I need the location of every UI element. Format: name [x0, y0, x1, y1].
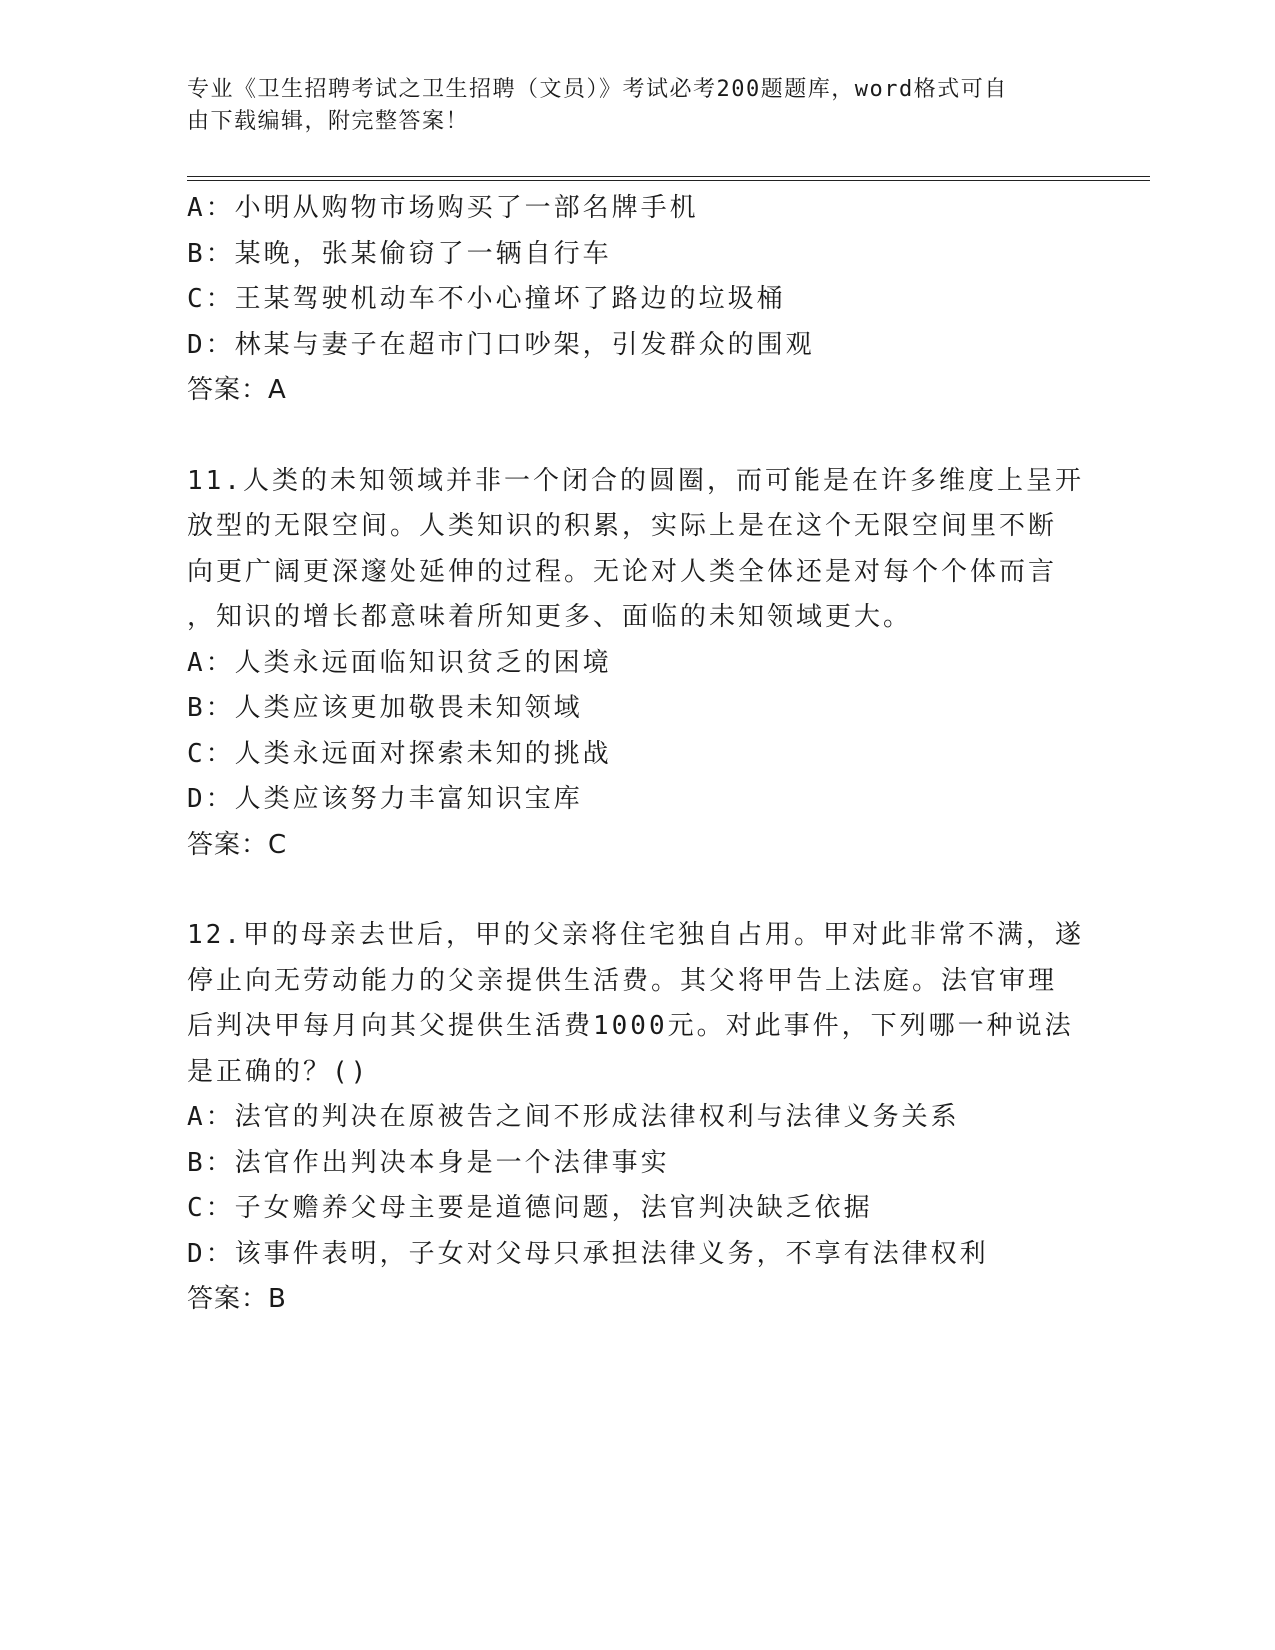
question-12-block — [187, 913, 1084, 1323]
option-a: A：小明从购物市场购买了一部名牌手机 — [187, 193, 699, 223]
option-b: B：法官作出判决本身是一个法律事实 — [187, 1147, 670, 1178]
question-spacer — [187, 868, 1067, 913]
option-c: C：人类永远面对探索未知的挑战 — [187, 738, 612, 769]
option-b: B：某晚，张某偷窃了一辆自行车 — [187, 238, 612, 269]
question-stem-line: 后判决甲每月向其父提供生活费1000元。对此事件，下列哪一种说法 — [187, 1011, 1074, 1041]
option-b: B：人类应该更加敬畏未知领域 — [187, 693, 583, 723]
header-title-line-1: 专业《卫生招聘考试之卫生招聘（文员）》考试必考200题题库，word格式可自 — [187, 77, 1008, 102]
question-10-block — [187, 186, 1067, 414]
option-a: A：人类永远面临知识贫乏的困境 — [187, 647, 612, 678]
option-c: C：王某驾驶机动车不小心撞坏了路边的垃圾桶 — [187, 284, 786, 314]
header-divider — [187, 176, 1150, 181]
option-d: D：林某与妻子在超市门口吵架，引发群众的围观 — [187, 329, 815, 360]
answer-label: 答案：C — [187, 829, 288, 860]
answer-label: 答案：B — [187, 1284, 287, 1314]
question-stem-line: 向更广阔更深邃处延伸的过程。无论对人类全体还是对每个个体而言 — [187, 556, 1058, 587]
question-spacer — [187, 414, 1067, 459]
question-list — [187, 186, 1084, 1323]
question-stem-line: 是正确的？() — [187, 1056, 370, 1087]
question-stem-line: 放型的无限空间。人类知识的积累，实际上是在这个无限空间里不断 — [187, 511, 1058, 541]
answer-label: 答案：A — [187, 375, 287, 405]
question-stem-line: 11.人类的未知领域并非一个闭合的圆圈，而可能是在许多维度上呈开 — [187, 465, 1084, 496]
option-d: D：人类应该努力丰富知识宝库 — [187, 784, 583, 814]
question-stem-line: 停止向无劳动能力的父亲提供生活费。其父将甲告上法庭。法官审理 — [187, 965, 1058, 996]
header-title-line-2: 由下载编辑，附完整答案！ — [187, 109, 470, 134]
question-stem-line: ，知识的增长都意味着所知更多、面临的未知领域更大。 — [187, 602, 913, 632]
question-11-block — [187, 459, 1084, 869]
question-stem-line: 12.甲的母亲去世后，甲的父亲将住宅独自占用。甲对此非常不满，遂 — [187, 920, 1084, 950]
option-a: A：法官的判决在原被告之间不形成法律权利与法律义务关系 — [187, 1102, 960, 1132]
page-header — [187, 74, 1067, 138]
option-d: D：该事件表明，子女对父母只承担法律义务，不享有法律权利 — [187, 1238, 989, 1269]
option-c: C：子女赡养父母主要是道德问题，法官判决缺乏依据 — [187, 1193, 873, 1223]
